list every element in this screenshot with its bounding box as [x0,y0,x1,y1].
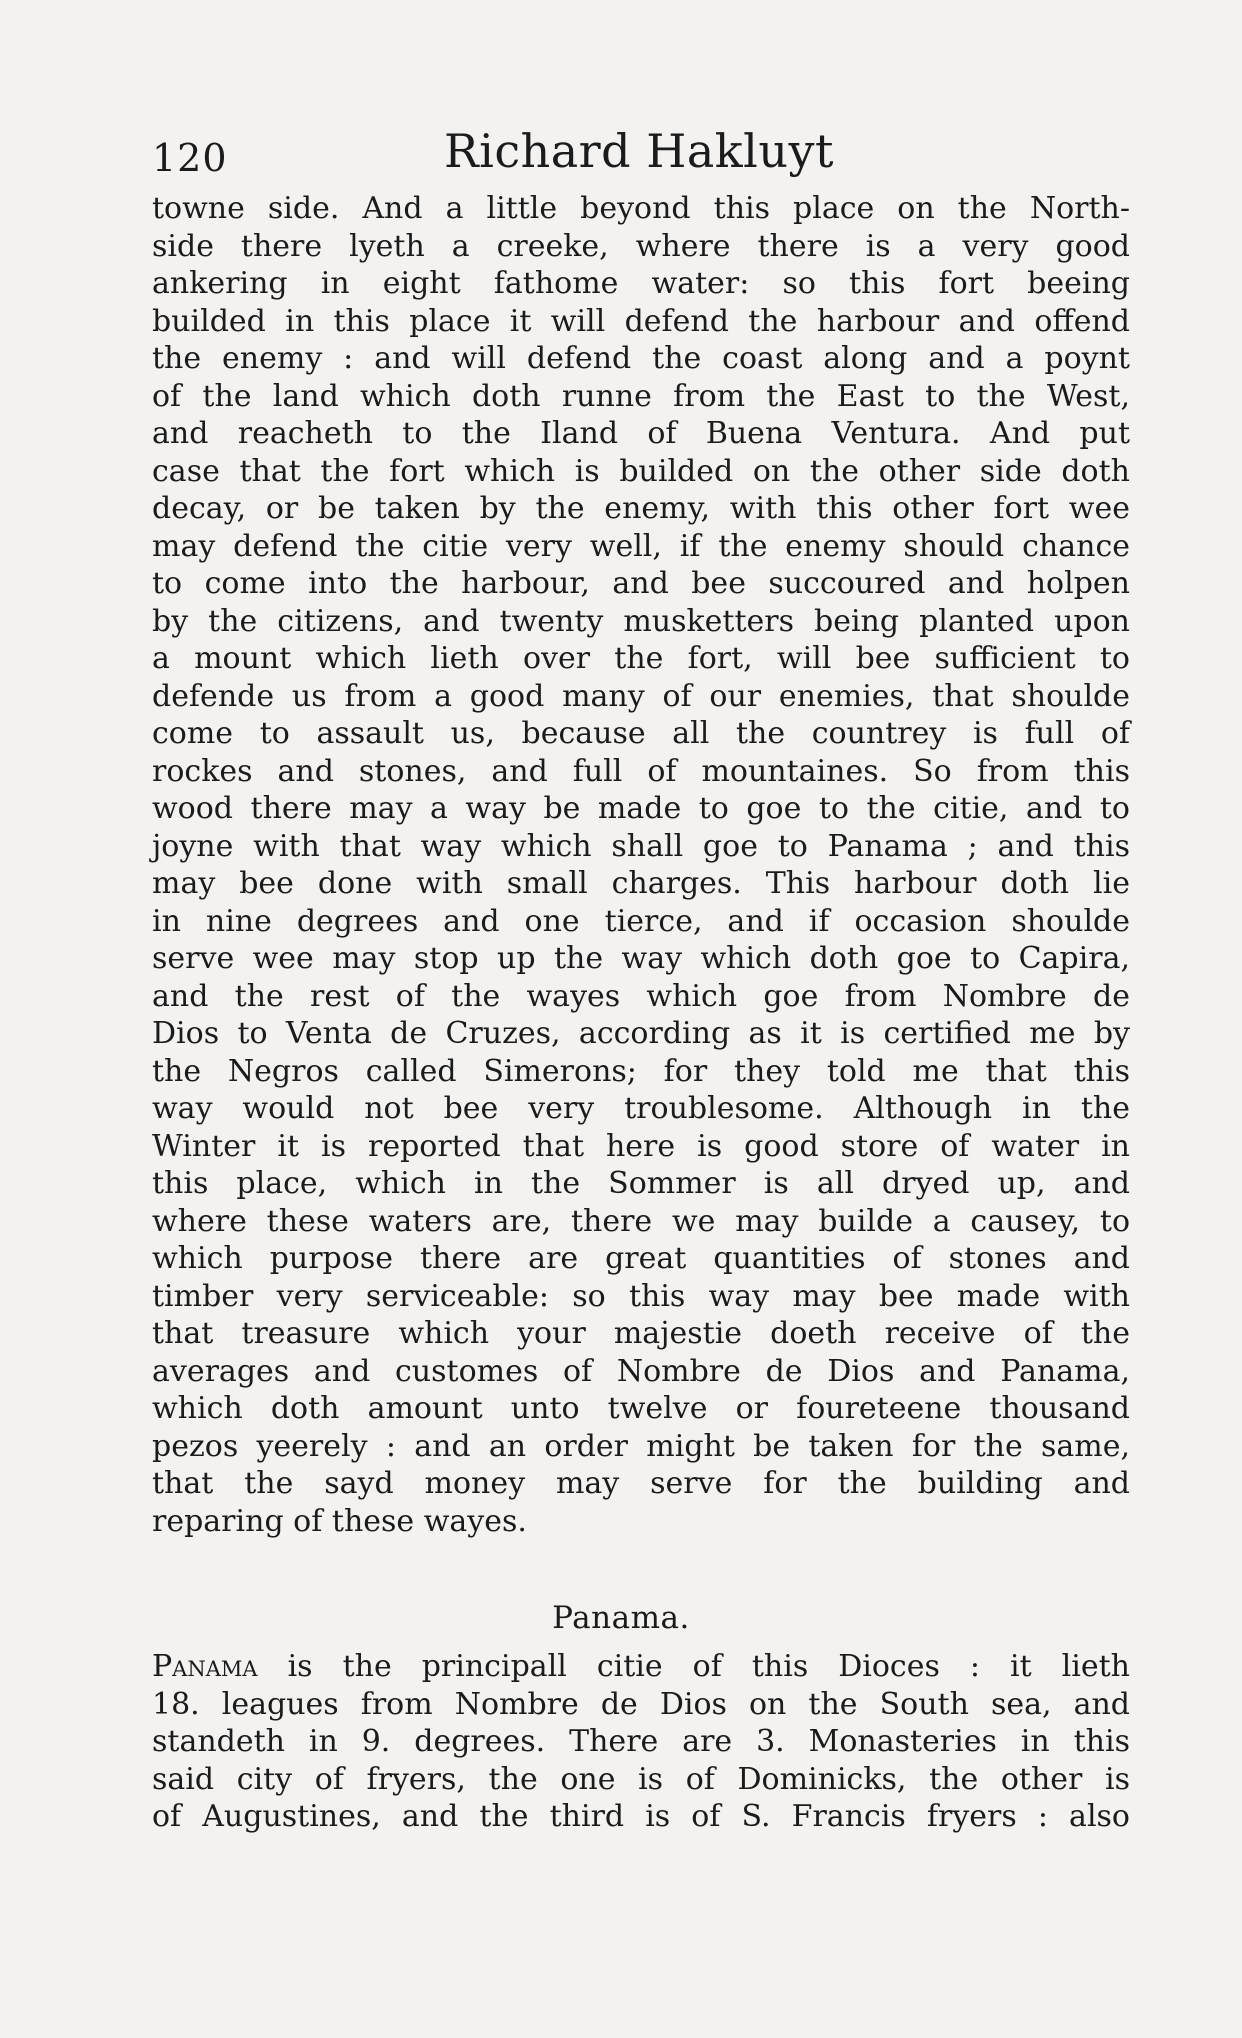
text-line: the enemy : and will defend the coast along and a poynt [152,341,1130,376]
page-header [152,124,1102,184]
text-line: which purpose there are great quantities of stones and [152,1241,1130,1276]
text-line: builded in this place it will defend the harbour and offend [152,303,1130,339]
page-number: 120 [152,136,228,180]
text-line: Dios to Venta de Cruzes, according as it is certified me by [152,1016,1130,1051]
text-line: where these waters are, there we may builde a causey, to [152,1203,1130,1239]
paragraph-1 [152,190,1130,1540]
text-line: case that the fort which is builded on the other side doth [152,453,1130,489]
text-line: standeth in 9. degrees. There are 3. Monasteries in this [152,1724,1130,1759]
text-line: serve wee may stop up the way which doth goe to Capira, [152,941,1130,976]
paragraph-2 [152,1648,1130,1836]
text-line: said city of fryers, the one is of Dominicks, the other is [152,1761,1130,1797]
lead-word: Panama [152,1649,258,1684]
text-line: pezos yeerely : and an order might be taken for the same, [152,1428,1130,1464]
text-line: this place, which in the Sommer is all dryed up, and [152,1166,1130,1201]
text-line: which doth amount unto twelve or foureteene thousand [152,1391,1130,1426]
text-line: may bee done with small charges. This harbour doth lie [152,866,1130,901]
text-line: Winter it is reported that here is good store of water in [152,1128,1130,1164]
text-line: may defend the citie very well, if the enemy should chance [152,528,1130,564]
text-line: reparing of these wayes. [152,1503,527,1539]
text-line: of Augustines, and the third is of S. Francis fryers : also [152,1799,1130,1834]
text-line: come to assault us, because all the countrey is full of [152,716,1130,751]
text-line: 18. leagues from Nombre de Dios on the South sea, and [152,1686,1130,1722]
text-line: and reacheth to the Iland of Buena Ventura. And put [152,416,1130,451]
text-line: in nine degrees and one tierce, and if occasion shoulde [152,903,1130,939]
text-line: rockes and stones, and full of mountaines. So from this [152,753,1130,789]
text-line: that treasure which your majestie doeth receive of the [152,1316,1130,1351]
text-line: averages and customes of Nombre de Dios and Panama, [152,1353,1130,1389]
text-line: a mount which lieth over the fort, will bee sufficient to [152,641,1130,676]
section-heading: Panama. [552,1600,690,1636]
text-line: wood there may a way be made to goe to the citie, and to [152,791,1130,826]
text-line: side there lyeth a creeke, where there is a very good [152,228,1130,264]
text-line: that the sayd money may serve for the building and [152,1466,1130,1501]
text-line: of the land which doth runne from the East to the West, [152,378,1130,414]
text-line: to come into the harbour, and bee succoured and holpen [152,566,1130,601]
lead-line-text: is the principall citie of this Dioces : it lieth [257,1649,1130,1684]
text-line: timber very serviceable: so this way may bee made with [152,1278,1130,1314]
text-line: and the rest of the wayes which goe from Nombre de [152,978,1130,1014]
text-line: towne side. And a little beyond this place on the North- [152,191,1130,226]
text-line: by the citizens, and twenty musketters being planted upon [152,603,1130,639]
text-line: way would not bee very troublesome. Although in the [152,1091,1130,1126]
text-line: decay, or be taken by the enemy, with this other fort wee [152,491,1130,526]
text-line: the Negros called Simerons; for they told me that this [152,1053,1130,1089]
running-head: Richard Hakluyt [444,124,834,178]
text-line: ankering in eight fathome water: so this fort beeing [152,266,1130,301]
text-line: joyne with that way which shall goe to Panama ; and this [152,828,1130,864]
text-line [152,1648,1130,1686]
text-line: defende us from a good many of our enemies, that shoulde [152,678,1130,714]
